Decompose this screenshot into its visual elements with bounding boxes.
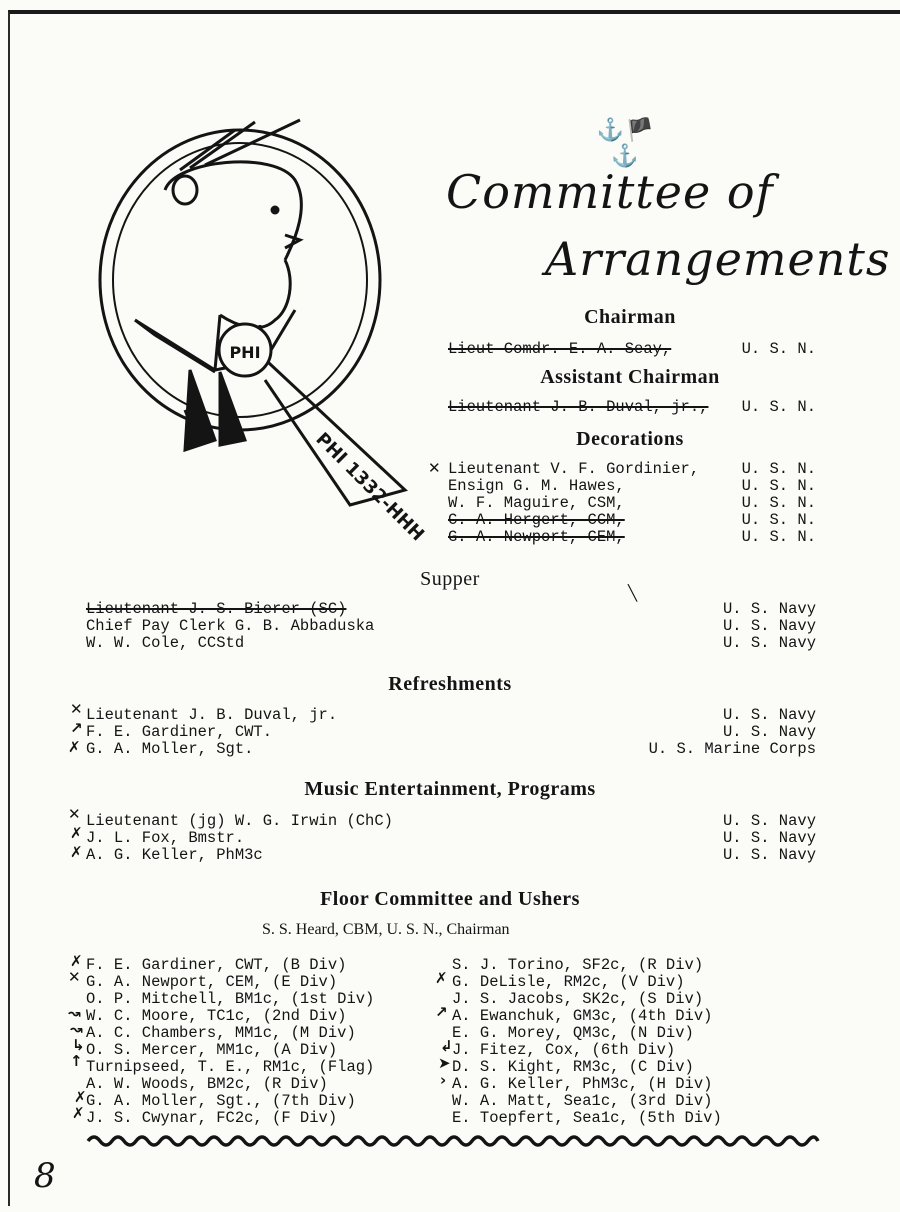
heading-supper: Supper bbox=[420, 568, 480, 590]
usher-entry: E. G. Morey, QM3c, (N Div) bbox=[452, 1024, 694, 1042]
wavy-divider bbox=[88, 1130, 818, 1152]
usher-entry: O. S. Mercer, MM1c, (A Div) bbox=[86, 1041, 338, 1059]
check-mark: ✗ bbox=[74, 1088, 87, 1106]
entry-row bbox=[86, 617, 816, 635]
badge-ribbon-text: PHI 1332-HHH bbox=[311, 428, 429, 546]
check-mark: ↲ bbox=[440, 1037, 453, 1055]
usher-entry: A. C. Chambers, MM1c, (M Div) bbox=[86, 1024, 356, 1042]
entry-name: Chief Pay Clerk G. B. Abbaduska bbox=[86, 617, 375, 635]
entry-affiliation: U. S. Navy bbox=[722, 846, 816, 864]
check-mark: ↗ bbox=[70, 719, 83, 737]
entry-row bbox=[448, 398, 816, 416]
usher-entry: G. A. Moller, Sgt., (7th Div) bbox=[86, 1092, 356, 1110]
entry-row bbox=[86, 634, 816, 652]
entry-row bbox=[448, 460, 816, 478]
check-mark: › bbox=[440, 1071, 447, 1089]
check-mark: ✗ bbox=[70, 824, 83, 842]
heading-music: Music Entertainment, Programs bbox=[304, 778, 596, 800]
entry-row bbox=[448, 528, 816, 546]
check-mark: ↝ bbox=[70, 1020, 83, 1038]
heading-floor-committee: Floor Committee and Ushers bbox=[320, 888, 580, 910]
sailor-illustration bbox=[95, 110, 429, 550]
usher-entry: F. E. Gardiner, CWT, (B Div) bbox=[86, 956, 347, 974]
page-number: 8 bbox=[34, 1156, 56, 1196]
entry-name: Ensign G. M. Hawes, bbox=[448, 477, 625, 495]
entry-affiliation: U. S. Navy bbox=[722, 600, 816, 618]
entry-row bbox=[86, 600, 816, 618]
check-mark: ✗ bbox=[435, 969, 448, 987]
entry-row bbox=[448, 477, 816, 495]
entry-affiliation: U. S. Navy bbox=[722, 723, 816, 741]
entry-name: Lieutenant J. S. Bierer (SC) bbox=[86, 600, 347, 618]
entry-name: J. L. Fox, Bmstr. bbox=[86, 829, 245, 847]
check-mark: ✕ bbox=[428, 459, 441, 477]
entry-affiliation: U. S. Navy bbox=[722, 812, 816, 830]
check-mark: ✕ bbox=[70, 700, 83, 718]
entry-affiliation: U. S. N. bbox=[741, 511, 816, 529]
usher-entry: A. Ewanchuk, GM3c, (4th Div) bbox=[452, 1007, 713, 1025]
entry-row bbox=[86, 706, 816, 724]
entry-name: A. G. Keller, PhM3c bbox=[86, 846, 263, 864]
heading-decorations: Decorations bbox=[576, 428, 684, 450]
entry-affiliation: U. S. N. bbox=[741, 494, 816, 512]
check-mark: ✕ bbox=[68, 805, 81, 823]
check-mark: ✕ bbox=[68, 968, 81, 986]
frame-circle-outer bbox=[100, 130, 380, 430]
entry-row bbox=[86, 829, 816, 847]
heading-assistant-chairman: Assistant Chairman bbox=[540, 366, 720, 388]
usher-entry: G. DeLisle, RM2c, (V Div) bbox=[452, 973, 685, 991]
usher-entry: O. P. Mitchell, BM1c, (1st Div) bbox=[86, 990, 375, 1008]
entry-name: W. F. Maguire, CSM, bbox=[448, 494, 625, 512]
entry-row bbox=[448, 494, 816, 512]
entry-affiliation: U. S. Navy bbox=[722, 617, 816, 635]
title-line-2: Arrangements bbox=[545, 232, 891, 286]
usher-entry: W. C. Moore, TC1c, (2nd Div) bbox=[86, 1007, 347, 1025]
entry-name: C. A. Hergert, CCM, bbox=[448, 511, 625, 529]
entry-row bbox=[86, 723, 816, 741]
title-line-1: Committee of bbox=[446, 165, 774, 219]
entry-row bbox=[448, 511, 816, 529]
entry-affiliation: U. S. N. bbox=[741, 340, 816, 358]
floor-chairman: S. S. Heard, CBM, U. S. N., Chairman bbox=[262, 921, 510, 938]
usher-entry: A. G. Keller, PhM3c, (H Div) bbox=[452, 1075, 713, 1093]
check-mark: ↑ bbox=[70, 1052, 83, 1070]
entry-row bbox=[86, 740, 816, 758]
check-mark: ✗ bbox=[68, 738, 81, 756]
heading-chairman: Chairman bbox=[584, 306, 676, 328]
usher-entry: J. Fitez, Cox, (6th Div) bbox=[452, 1041, 676, 1059]
entry-name: Lieutenant J. B. Duval, jr., bbox=[448, 398, 709, 416]
usher-entry: W. A. Matt, Sea1c, (3rd Div) bbox=[452, 1092, 713, 1110]
entry-affiliation: U. S. Navy bbox=[722, 706, 816, 724]
entry-name: Lieut Comdr. E. A. Seay, bbox=[448, 340, 672, 358]
check-mark: ✗ bbox=[70, 952, 83, 970]
entry-affiliation: U. S. N. bbox=[741, 528, 816, 546]
usher-entry: A. W. Woods, BM2c, (R Div) bbox=[86, 1075, 328, 1093]
entry-affiliation: U. S. Navy bbox=[722, 634, 816, 652]
usher-entry: Turnipseed, T. E., RM1c, (Flag) bbox=[86, 1058, 375, 1076]
check-mark: ↗ bbox=[435, 1003, 448, 1021]
entry-affiliation: U. S. N. bbox=[741, 460, 816, 478]
check-mark: ✗ bbox=[70, 843, 83, 861]
check-mark: ➤ bbox=[438, 1054, 451, 1072]
entry-name: Lieutenant (jg) W. G. Irwin (ChC) bbox=[86, 812, 393, 830]
entry-name: G. A. Moller, Sgt. bbox=[86, 740, 254, 758]
check-mark: ↝ bbox=[68, 1004, 81, 1022]
entry-row bbox=[86, 846, 816, 864]
usher-entry: J. S. Jacobs, SK2c, (S Div) bbox=[452, 990, 704, 1008]
entry-affiliation: U. S. Marine Corps bbox=[648, 740, 816, 758]
badge-circle-text: PHI bbox=[229, 343, 261, 362]
entry-name: W. W. Cole, CCStd bbox=[86, 634, 245, 652]
entry-row bbox=[86, 812, 816, 830]
entry-affiliation: U. S. N. bbox=[741, 477, 816, 495]
usher-entry: S. J. Torino, SF2c, (R Div) bbox=[452, 956, 704, 974]
usher-entry: D. S. Kight, RM3c, (C Div) bbox=[452, 1058, 694, 1076]
entry-affiliation: U. S. N. bbox=[741, 398, 816, 416]
heading-refreshments: Refreshments bbox=[388, 673, 512, 695]
usher-entry: E. Toepfert, Sea1c, (5th Div) bbox=[452, 1109, 722, 1127]
entry-name: G. A. Newport, CEM, bbox=[448, 528, 625, 546]
pen-mark: ╲ bbox=[628, 584, 638, 602]
entry-row bbox=[448, 340, 816, 358]
check-mark: ↳ bbox=[72, 1036, 85, 1054]
usher-entry: G. A. Newport, CEM, (E Div) bbox=[86, 973, 338, 991]
entry-affiliation: U. S. Navy bbox=[722, 829, 816, 847]
usher-entry: J. S. Cwynar, FC2c, (F Div) bbox=[86, 1109, 338, 1127]
check-mark: ✗ bbox=[72, 1104, 85, 1122]
anchor-flag-emblem: ⚓🏴⚓ bbox=[596, 117, 656, 168]
entry-name: Lieutenant V. F. Gordinier, bbox=[448, 460, 700, 478]
entry-name: Lieutenant J. B. Duval, jr. bbox=[86, 706, 338, 724]
entry-name: F. E. Gardiner, CWT. bbox=[86, 723, 273, 741]
